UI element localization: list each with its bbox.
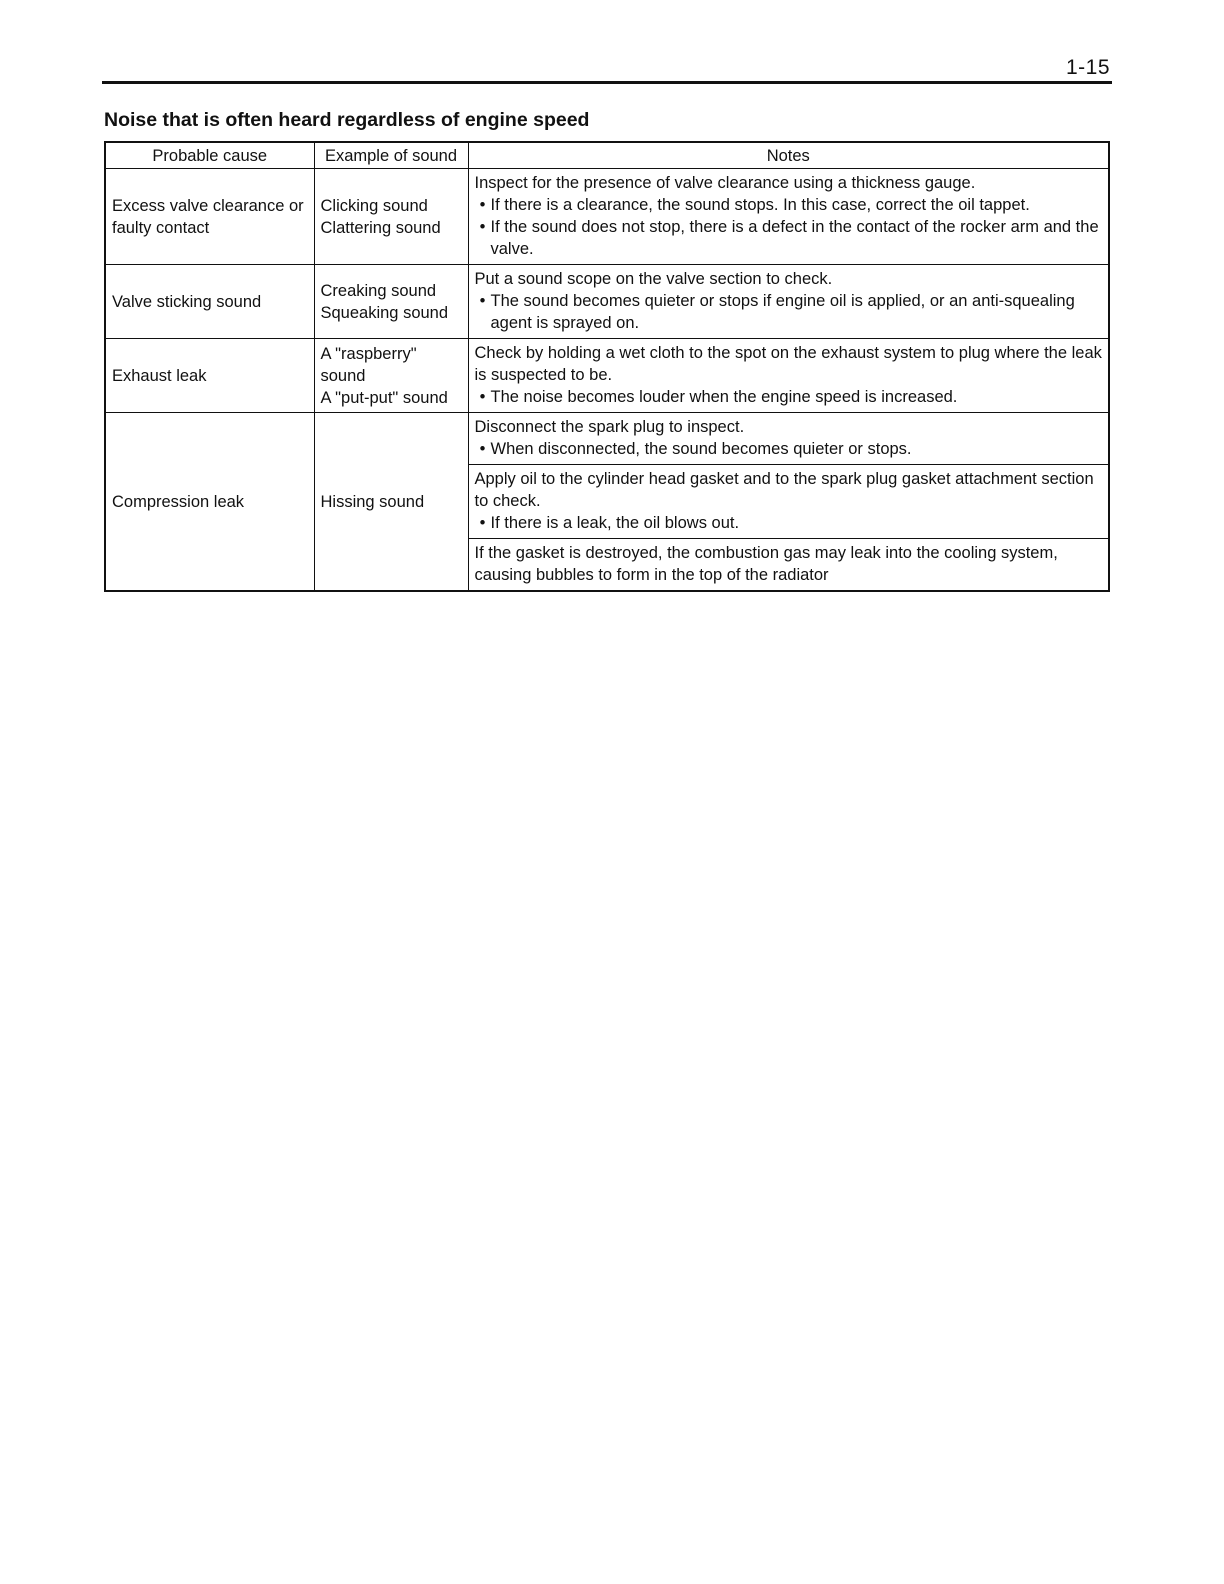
notes-cell (468, 169, 1109, 265)
header-notes: Notes (468, 142, 1109, 169)
note-intro: Check by holding a wet cloth to the spot on the exhaust system to plug where the leak is suspected to be. (474, 344, 1102, 384)
bullet-icon: • (479, 440, 486, 458)
notes-cell (468, 465, 1109, 539)
header-example-of-sound: Example of sound (314, 142, 468, 169)
note-bullet (475, 216, 1103, 260)
sound-cell (314, 169, 468, 265)
bullet-icon: • (479, 196, 486, 214)
note-bullet-text: When disconnected, the sound becomes quieter or stops. (490, 440, 912, 458)
notes-cell (468, 265, 1109, 339)
header-rule (102, 81, 1112, 84)
cause-text: Valve sticking sound (112, 292, 262, 311)
cause-text: Excess valve clearance or (112, 196, 304, 215)
cause-cell (105, 169, 314, 265)
note-bullet-text: The sound becomes quieter or stops if engine oil is applied, or an anti-squealing agent is sprayed on. (490, 292, 1075, 332)
page-number: 1-15 (1065, 56, 1110, 79)
sound-text: Hissing sound (320, 492, 425, 511)
notes-cell (468, 339, 1109, 413)
bullet-icon: • (479, 218, 486, 236)
cause-text: Exhaust leak (112, 366, 207, 385)
bullet-icon: • (479, 292, 486, 310)
sound-text: Clattering sound (320, 218, 441, 237)
note-intro: Apply oil to the cylinder head gasket and to the spark plug gasket attachment section to check. (474, 470, 1094, 510)
table-row (105, 413, 1109, 465)
notes-cell (468, 413, 1109, 465)
header-probable-cause: Probable cause (105, 142, 314, 169)
sound-text: Creaking sound (320, 281, 437, 300)
sound-text: sound (320, 366, 366, 385)
sound-text: Squeaking sound (320, 303, 449, 322)
cause-cell (105, 413, 314, 592)
cause-text: Compression leak (112, 492, 245, 511)
cause-text: faulty contact (112, 218, 210, 237)
note-bullet (475, 512, 1103, 534)
note-bullet (475, 290, 1103, 334)
note-bullet (475, 194, 1103, 216)
sound-text: Clicking sound (320, 196, 428, 215)
note-bullet (475, 438, 1103, 460)
note-intro: Disconnect the spark plug to inspect. (474, 418, 745, 436)
sound-cell (314, 265, 468, 339)
note-bullet-text: The noise becomes louder when the engine speed is increased. (490, 388, 958, 406)
note-intro: Put a sound scope on the valve section to check. (474, 270, 833, 288)
bullet-icon: • (479, 388, 486, 406)
noise-table (104, 141, 1110, 592)
cause-cell (105, 339, 314, 413)
table-row (105, 169, 1109, 265)
sound-cell (314, 339, 468, 413)
table-row (105, 265, 1109, 339)
note-intro: Inspect for the presence of valve clearance using a thickness gauge. (474, 174, 976, 192)
note-bullet-text: If there is a clearance, the sound stops. In this case, correct the oil tappet. (490, 196, 1030, 214)
note-bullet-text: If there is a leak, the oil blows out. (490, 514, 740, 532)
notes-cell (468, 539, 1109, 592)
sound-cell (314, 413, 468, 592)
sound-text: A "raspberry" (320, 344, 417, 363)
note-intro: If the gasket is destroyed, the combustion gas may leak into the cooling system, causing bubbles to form in the top of the radiator (474, 544, 1058, 584)
note-bullet-text: If the sound does not stop, there is a defect in the contact of the rocker arm and the valve. (490, 218, 1099, 258)
cause-cell (105, 265, 314, 339)
note-bullet (475, 386, 1103, 408)
table-header-row (105, 142, 1109, 169)
section-title: Noise that is often heard regardless of engine speed (104, 109, 590, 131)
table-row (105, 339, 1109, 413)
bullet-icon: • (479, 514, 486, 532)
sound-text: A "put-put" sound (320, 388, 448, 407)
